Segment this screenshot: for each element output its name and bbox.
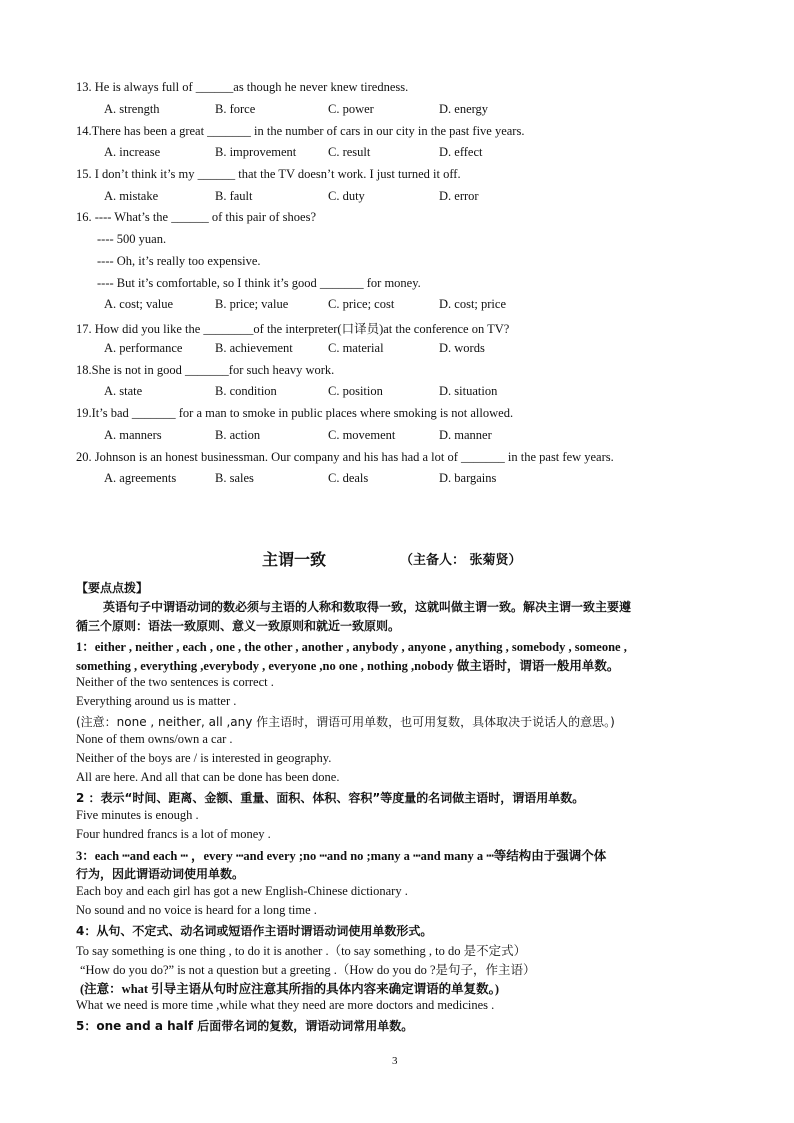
- option-b: B. condition: [215, 384, 277, 398]
- example-sentence: No sound and no voice is heard for a long time .: [76, 903, 317, 917]
- dialog-line: ---- But it’s comfortable, so I think it’s good _______ for money.: [97, 276, 421, 290]
- option-a: A. mistake: [104, 189, 159, 203]
- example-sentence: Neither of the two sentences is correct .: [76, 675, 274, 689]
- option-c: C. movement: [328, 428, 396, 442]
- option-d: D. effect: [439, 145, 483, 159]
- rule-4: 4：从句、不定式、动名词或短语作主语时谓语动词使用单数形式。: [76, 924, 433, 938]
- example-sentence: Four hundred francs is a lot of money .: [76, 827, 271, 841]
- option-b: B. sales: [215, 471, 254, 485]
- option-c: C. power: [328, 102, 374, 116]
- option-a: A. manners: [104, 428, 162, 442]
- note: (注意：none , neither, all ,any 作主语时，谓语可用单数，也可用复数，具体取决于说话人的意思。): [76, 715, 615, 729]
- question-stem: 15. I don’t think it’s my ______ that the TV doesn’t work. I just turned it off.: [76, 167, 461, 181]
- option-c: C. duty: [328, 189, 365, 203]
- rule-1-line-1: 1：either , neither , each , one , the other , another , anybody , anyone , anything , somebody , someone ,: [76, 640, 627, 654]
- section-title: 主谓一致: [262, 550, 327, 569]
- rule-3-line-2: 行为，因此谓语动词使用单数。: [76, 867, 245, 881]
- intro-paragraph-line-1: 英语句子中谓语动词的数必须与主语的人称和数取得一致，这就叫做主谓一致。解决主谓一致主要遵: [103, 600, 632, 614]
- note: (注意：what 引导主语从句时应注意其所指的具体内容来确定谓语的单复数。): [80, 982, 500, 996]
- question-stem: 17. How did you like the ________of the interpreter(口译员)at the conference on TV?: [76, 322, 510, 336]
- dialog-line: ---- 500 yuan.: [97, 232, 167, 246]
- option-a: A. increase: [104, 145, 161, 159]
- option-d: D. manner: [439, 428, 492, 442]
- option-d: D. cost; price: [439, 297, 506, 311]
- option-a: A. cost; value: [104, 297, 174, 311]
- example-sentence: All are here. And all that can be done has been done.: [76, 770, 340, 784]
- rule-5: 5：one and a half 后面带名词的复数，谓语动词常用单数。: [76, 1019, 414, 1033]
- key-points-heading: 【要点点拨】: [76, 581, 149, 595]
- option-a: A. state: [104, 384, 143, 398]
- question-stem: 13. He is always full of ______as though he never knew tiredness.: [76, 80, 409, 94]
- option-b: B. force: [215, 102, 256, 116]
- option-d: D. energy: [439, 102, 489, 116]
- intro-paragraph-line-2: 循三个原则：语法一致原则、意义一致原则和就近一致原则。: [76, 619, 401, 633]
- option-c: C. material: [328, 341, 384, 355]
- option-b: B. price; value: [215, 297, 289, 311]
- example-sentence: Five minutes is enough .: [76, 808, 199, 822]
- question-stem: 16. ---- What’s the ______ of this pair of shoes?: [76, 210, 316, 224]
- option-c: C. deals: [328, 471, 369, 485]
- example-sentence: “How do you do?” is not a question but a greeting .（How do you do ?是句子，作主语）: [80, 963, 536, 977]
- section-preparer: （主备人： 张菊贤）: [400, 553, 522, 568]
- example-sentence: Each boy and each girl has got a new English-Chinese dictionary .: [76, 884, 408, 898]
- rule-1-line-2: something , everything ,everybody , everyone ,no one , nothing ,nobody 做主语时，谓语一般用单数。: [76, 659, 620, 673]
- example-sentence: To say something is one thing , to do it is another .（to say something , to do 是不定式）: [76, 944, 527, 958]
- option-c: C. result: [328, 145, 371, 159]
- example-sentence: None of them owns/own a car .: [76, 732, 233, 746]
- question-stem: 14.There has been a great _______ in the number of cars in our city in the past five years.: [76, 124, 525, 138]
- rule-2: 2 ：表示“时间、距离、金额、重量、面积、体积、容积”等度量的名词做主语时，谓语用单数。: [76, 791, 585, 805]
- dialog-line: ---- Oh, it’s really too expensive.: [97, 254, 261, 268]
- option-a: A. performance: [104, 341, 183, 355]
- option-a: A. agreements: [104, 471, 177, 485]
- option-d: D. situation: [439, 384, 498, 398]
- option-a: A. strength: [104, 102, 160, 116]
- question-stem: 20. Johnson is an honest businessman. Our company and his has had a lot of _______ in the past few years.: [76, 450, 614, 464]
- option-b: B. improvement: [215, 145, 297, 159]
- option-b: B. achievement: [215, 341, 293, 355]
- option-d: D. words: [439, 341, 485, 355]
- question-stem: 18.She is not in good _______for such heavy work.: [76, 363, 335, 377]
- example-sentence: Everything around us is matter .: [76, 694, 237, 708]
- rule-3-line-1: 3：each ┅and each ┅ ，every ┅and every ;no ┅and no ;many a ┅and many a ┅等结构由于强调个体: [76, 849, 607, 863]
- page-number: 3: [392, 1055, 398, 1067]
- example-sentence: What we need is more time ,while what they need are more doctors and medicines .: [76, 998, 495, 1012]
- example-sentence: Neither of the boys are / is interested in geography.: [76, 751, 332, 765]
- option-d: D. bargains: [439, 471, 497, 485]
- option-c: C. position: [328, 384, 383, 398]
- question-stem: 19.It’s bad _______ for a man to smoke in public places where smoking is not allowed.: [76, 406, 514, 420]
- option-d: D. error: [439, 189, 479, 203]
- option-c: C. price; cost: [328, 297, 395, 311]
- option-b: B. fault: [215, 189, 253, 203]
- option-b: B. action: [215, 428, 261, 442]
